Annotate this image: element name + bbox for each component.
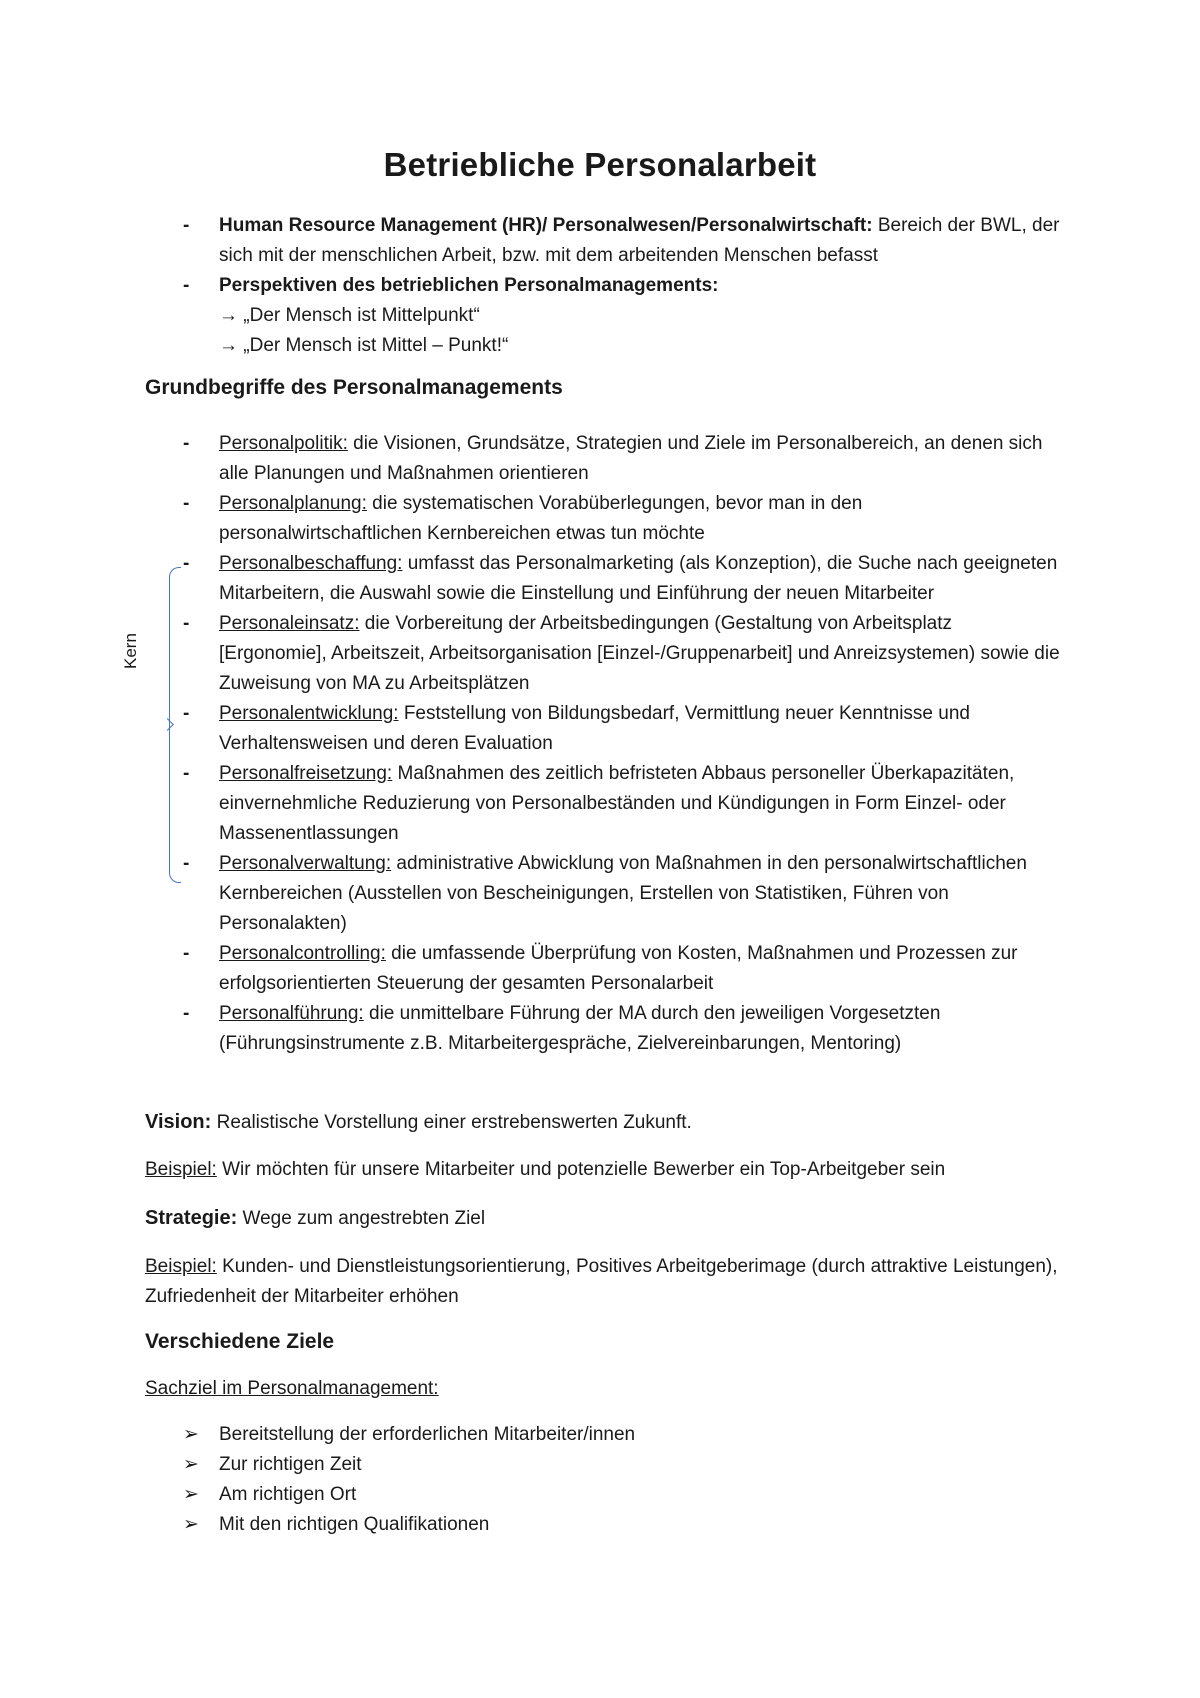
arrow-right-icon: → bbox=[219, 305, 238, 326]
term-label: Personaleinsatz: bbox=[219, 613, 360, 634]
intro-term: Human Resource Management (HR)/ Personalwesen/Personalwirtschaft: bbox=[219, 215, 873, 236]
strategy-paragraph bbox=[145, 1203, 1080, 1234]
strategy-example bbox=[145, 1252, 1080, 1312]
perspective-1 bbox=[183, 301, 1063, 331]
goal-item bbox=[183, 1450, 1063, 1480]
dash-bullet: - bbox=[183, 853, 190, 874]
goals-list bbox=[183, 1420, 1063, 1540]
term-item bbox=[183, 849, 1063, 939]
intro-term: Perspektiven des betrieblichen Personalmanagements: bbox=[219, 275, 719, 296]
section-heading-grundbegriffe: Grundbegriffe des Personalmanagements bbox=[145, 376, 563, 399]
term-label: Personalplanung: bbox=[219, 493, 367, 514]
example-text: Kunden- und Dienstleistungsorientierung, Positives Arbeitgeberimage (durch attraktive Leistungen), Zufriedenheit der Mitarbeiter erhöhen bbox=[145, 1256, 1058, 1307]
dash-bullet: - bbox=[183, 763, 190, 784]
intro-item-perspectives bbox=[183, 271, 1063, 301]
dash-bullet: - bbox=[183, 943, 190, 964]
term-label: Personalverwaltung: bbox=[219, 853, 392, 874]
strategy-label: Strategie: bbox=[145, 1207, 238, 1229]
intro-item-hr bbox=[183, 211, 1063, 271]
term-definition: Feststellung von Bildungsbedarf, Vermittlung neuer Kenntnisse und Verhaltensweisen und deren Evaluation bbox=[219, 703, 970, 754]
sachziel-label: Sachziel im Personalmanagement: bbox=[145, 1378, 439, 1399]
term-definition: die unmittelbare Führung der MA durch den jeweiligen Vorgesetzten (Führungsinstrumente z.B. Mitarbeitergespräche, Zielvereinbarungen, Mentoring) bbox=[219, 1003, 941, 1054]
document-title: Betriebliche Personalarbeit bbox=[383, 146, 817, 183]
term-definition: die Vorbereitung der Arbeitsbedingungen (Gestaltung von Arbeitsplatz [Ergonomie], Arbeitszeit, Arbeitsorganisation [Einzel-/Gruppenarbeit] und Anreizsystemen) sowie die Zuweisung von MA zu Arbeitsplätzen bbox=[219, 613, 1060, 694]
term-item bbox=[183, 429, 1063, 489]
vision-text: Realistische Vorstellung einer erstrebenswerten Zukunft. bbox=[211, 1112, 692, 1133]
dash-bullet: - bbox=[183, 433, 190, 454]
section-heading-ziele: Verschiedene Ziele bbox=[145, 1330, 335, 1353]
strategy-text: Wege zum angestrebten Ziel bbox=[237, 1208, 486, 1229]
term-item bbox=[183, 489, 1063, 549]
term-label: Personalentwicklung: bbox=[219, 703, 399, 724]
term-label: Personalpolitik: bbox=[219, 433, 348, 454]
vision-paragraph bbox=[145, 1107, 1080, 1138]
example-text: Wir möchten für unsere Mitarbeiter und potenzielle Bewerber ein Top-Arbeitgeber sein bbox=[216, 1159, 946, 1180]
goal-item bbox=[183, 1510, 1063, 1540]
arrowhead-bullet-icon: ➢ bbox=[183, 1514, 199, 1535]
goal-text: Mit den richtigen Qualifikationen bbox=[219, 1514, 490, 1535]
intro-list bbox=[183, 211, 1063, 361]
dash-bullet: - bbox=[183, 1003, 190, 1024]
perspective-text: „Der Mensch ist Mittelpunkt“ bbox=[243, 305, 480, 326]
goal-text: Zur richtigen Zeit bbox=[219, 1454, 362, 1475]
dash-bullet: - bbox=[183, 215, 190, 236]
goal-item bbox=[183, 1480, 1063, 1510]
arrow-right-icon: → bbox=[219, 335, 238, 356]
term-label: Personalfreisetzung: bbox=[219, 763, 393, 784]
arrowhead-bullet-icon: ➢ bbox=[183, 1484, 199, 1505]
term-item bbox=[183, 609, 1063, 699]
term-definition: administrative Abwicklung von Maßnahmen in den personalwirtschaftlichen Kernbereichen (Ausstellen von Bescheinigungen, Erstellen von Statistiken, Führen von Personalakten) bbox=[219, 853, 1027, 934]
dash-bullet: - bbox=[183, 553, 190, 574]
term-item bbox=[183, 759, 1063, 849]
perspective-2 bbox=[183, 331, 1063, 361]
arrowhead-bullet-icon: ➢ bbox=[183, 1424, 199, 1445]
term-label: Personalbeschaffung: bbox=[219, 553, 403, 574]
example-label: Beispiel: bbox=[145, 1159, 217, 1180]
arrowhead-bullet-icon: ➢ bbox=[183, 1454, 199, 1475]
term-item bbox=[183, 549, 1063, 609]
dash-bullet: - bbox=[183, 613, 190, 634]
perspective-text: „Der Mensch ist Mittel – Punkt!“ bbox=[243, 335, 509, 356]
intro-text: Bereich der BWL, der sich mit der menschlichen Arbeit, bzw. mit dem arbeitenden Menschen befasst bbox=[219, 215, 1060, 266]
dash-bullet: - bbox=[183, 275, 190, 296]
term-item bbox=[183, 939, 1063, 999]
dash-bullet: - bbox=[183, 703, 190, 724]
term-definition: umfasst das Personalmarketing (als Konzeption), die Suche nach geeigneten Mitarbeitern, die Auswahl sowie die Einstellung und Einführung der neuen Mitarbeiter bbox=[219, 553, 1058, 604]
term-label: Personalcontrolling: bbox=[219, 943, 386, 964]
kern-label: Kern bbox=[121, 633, 140, 669]
dash-bullet: - bbox=[183, 493, 190, 514]
term-definition: Maßnahmen des zeitlich befristeten Abbaus personeller Überkapazitäten, einvernehmliche Reduzierung von Personalbeständen und Kündigungen in Form Einzel- oder Massenentlassungen bbox=[219, 763, 1015, 844]
term-label: Personalführung: bbox=[219, 1003, 364, 1024]
example-label: Beispiel: bbox=[145, 1256, 217, 1277]
term-item bbox=[183, 699, 1063, 759]
terms-list bbox=[183, 429, 1063, 1059]
vision-example bbox=[145, 1155, 1080, 1185]
goal-item bbox=[183, 1420, 1063, 1450]
term-definition: die Visionen, Grundsätze, Strategien und Ziele im Personalbereich, an denen sich alle Planungen und Maßnahmen orientieren bbox=[219, 433, 1043, 484]
goal-text: Bereitstellung der erforderlichen Mitarbeiter/innen bbox=[219, 1424, 636, 1445]
term-item bbox=[183, 999, 1063, 1059]
term-definition: die umfassende Überprüfung von Kosten, Maßnahmen und Prozessen zur erfolgsorientierten Steuerung der gesamten Personalarbeit bbox=[219, 943, 1018, 994]
goal-text: Am richtigen Ort bbox=[219, 1484, 357, 1505]
vision-label: Vision: bbox=[145, 1111, 212, 1133]
term-definition: die systematischen Vorabüberlegungen, bevor man in den personalwirtschaftlichen Kernbereichen etwas tun möchte bbox=[219, 493, 863, 544]
